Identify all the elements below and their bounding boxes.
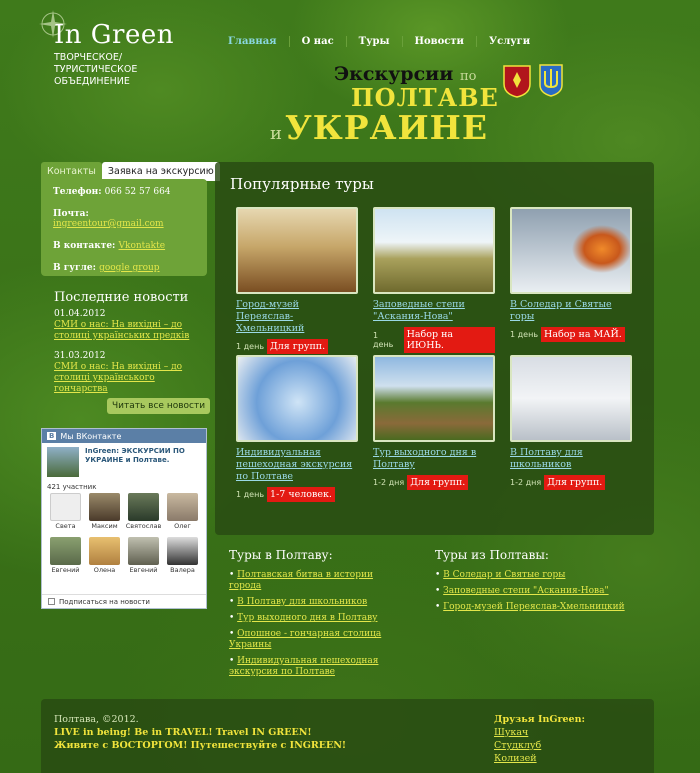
contact-vk: [53, 241, 195, 251]
tour-badge: 1-7 человек.: [267, 487, 335, 502]
vk-subscribe[interactable]: [42, 594, 206, 608]
tour-duration: 1-2 дня: [373, 478, 405, 487]
vk-group[interactable]: [42, 443, 206, 481]
tour-image[interactable]: [510, 355, 632, 442]
vk-member[interactable]: [124, 493, 163, 537]
mail-label: Почта:: [53, 209, 89, 219]
vk-member[interactable]: [85, 493, 124, 537]
tour-title[interactable]: В Соледар и Святые горы: [510, 299, 612, 322]
avatar[interactable]: [128, 537, 159, 565]
list-item: [435, 586, 645, 597]
footer-friends: [494, 713, 585, 765]
poltava-emblem-icon: [502, 64, 532, 98]
nav-services[interactable]: Услуги: [476, 36, 542, 47]
vk-member[interactable]: [163, 493, 202, 537]
tour-title-wrap: [236, 299, 358, 335]
hero-i: и: [270, 123, 283, 144]
tour-meta: [373, 475, 495, 490]
main-nav: [228, 36, 542, 47]
nav-about[interactable]: О нас: [289, 36, 346, 47]
logo-subtitle: ТВОРЧЕСКОЕ/ТУРИСТИЧЕСКОЕ ОБЪЕДИНЕНИЕ: [54, 52, 138, 87]
tours-to-title: Туры в Полтаву:: [229, 548, 333, 562]
vk-subscribe-label[interactable]: Подписаться на новости: [59, 597, 150, 606]
tour-image[interactable]: [236, 207, 358, 294]
contact-google: [53, 263, 195, 273]
logo-title[interactable]: In Green: [54, 20, 174, 50]
vk-link[interactable]: Vkontakte: [118, 241, 166, 251]
tour-title-wrap: [510, 299, 632, 323]
tour-image[interactable]: [373, 355, 495, 442]
tour-duration: 1 день: [510, 330, 539, 339]
popular-title: Популярные туры: [230, 175, 374, 193]
tour-title[interactable]: Индивидуальная пешеходная экскурсия по Полтаве: [236, 447, 353, 482]
vk-member-name: Евгений: [51, 566, 80, 574]
tab-request[interactable]: Заявка на экскурсию: [102, 162, 220, 181]
tours-from-link[interactable]: Заповедные степи "Аскания-Нова": [443, 586, 609, 596]
tours-to-link[interactable]: Полтавская битва в истории города: [229, 570, 373, 591]
vk-member-name: Святослав: [125, 522, 162, 530]
avatar[interactable]: [50, 493, 81, 521]
tour-image[interactable]: [373, 207, 495, 294]
tour-badge: Для групп.: [267, 339, 328, 354]
vk-header-label: Мы ВКонтакте: [60, 431, 122, 441]
vk-member-name: Олег: [174, 522, 191, 530]
contact-phone: [53, 187, 195, 197]
tours-from-link[interactable]: Город-музей Переяслав-Хмельницкий: [443, 602, 625, 612]
tour-badge: Набор на МАЙ.: [541, 327, 625, 342]
news-link[interactable]: СМИ о нас: На вихідні – до столиці українського гончарства: [54, 362, 183, 394]
tour-title-wrap: [373, 447, 495, 471]
tour-badge: Набор на ИЮНЬ.: [404, 327, 495, 353]
tours-to-link[interactable]: Опошное - гончарная столица Украины: [229, 629, 382, 650]
vk-widget: [41, 428, 207, 609]
all-news-button[interactable]: Читать все новости: [107, 398, 210, 414]
tour-title[interactable]: Тур выходного дня в Полтаву: [373, 447, 477, 470]
contacts-panel: [41, 179, 207, 276]
vk-member[interactable]: [46, 537, 85, 581]
tours-from-link[interactable]: В Соледар и Святые горы: [443, 570, 566, 580]
avatar[interactable]: [167, 493, 198, 521]
news-link[interactable]: СМИ о нас: На вихідні – до столиці українських предків: [54, 320, 190, 341]
hero-line-1: [334, 63, 476, 85]
tour-card: [373, 355, 495, 490]
tour-duration: 1 день: [373, 331, 394, 349]
news-item: [54, 351, 204, 395]
tour-meta: [236, 487, 358, 502]
vk-logo-icon: B: [49, 432, 55, 440]
footer-slogan-en: LIVE in being! Be in TRAVEL! Travel IN GREEN!: [54, 727, 312, 738]
vk-member[interactable]: [163, 537, 202, 581]
vk-member-name: Валера: [170, 566, 195, 574]
tour-title[interactable]: Заповедные степи "Аскания-Нова": [373, 299, 465, 322]
tour-meta: [236, 339, 358, 354]
phone-value: 066 52 57 664: [104, 187, 171, 197]
avatar[interactable]: [128, 493, 159, 521]
tour-card: [510, 207, 632, 342]
tours-to-list: [229, 570, 399, 683]
ukraine-trident-icon: [538, 63, 564, 97]
tour-meta: [510, 327, 632, 342]
hero-ukraine: УКРАИНЕ: [285, 108, 489, 147]
tour-card: [510, 355, 632, 490]
tour-image[interactable]: [510, 207, 632, 294]
tab-contacts[interactable]: Контакты: [41, 162, 102, 181]
tour-title-wrap: [510, 447, 632, 471]
avatar[interactable]: [89, 537, 120, 565]
tour-duration: 1 день: [236, 342, 265, 351]
phone-label: Телефон:: [53, 187, 102, 197]
vk-group-avatar[interactable]: [47, 447, 79, 477]
list-item: [229, 613, 399, 624]
hero-line-2: ПОЛТАВЕ: [351, 83, 499, 112]
vk-member-name: Евгений: [129, 566, 158, 574]
tour-duration: 1 день: [236, 490, 265, 499]
nav-tours[interactable]: Туры: [346, 36, 402, 47]
footer-slogan-ru: Живите с ВОСТОРГОМ! Путешествуйте с INGREEN!: [54, 740, 347, 751]
avatar[interactable]: [89, 493, 120, 521]
list-item: [229, 597, 399, 608]
tours-to-link[interactable]: В Полтаву для школьников: [237, 597, 368, 607]
vk-group-name[interactable]: InGreen: ЭКСКУРСИИ ПО УКРАИНЕ и Полтаве.: [85, 447, 185, 464]
footer-copyright: Полтава, ©2012.: [54, 714, 139, 725]
tour-card: [236, 207, 358, 354]
checkbox-icon[interactable]: [48, 598, 55, 605]
hero-excursions: Экскурсии: [334, 63, 454, 85]
vk-member-count: 421 участник: [47, 483, 97, 491]
tour-title-wrap: [236, 447, 358, 483]
footer-text: [54, 713, 346, 752]
tours-from-list: [435, 570, 645, 618]
tour-meta: [510, 475, 632, 490]
tours-to-link[interactable]: Тур выходного дня в Полтаву: [237, 613, 378, 623]
tours-from-title: Туры из Полтавы:: [435, 548, 549, 562]
hero-po: по: [459, 69, 477, 84]
contact-mail: [53, 209, 195, 229]
news-item: [54, 309, 204, 342]
tour-card: [373, 207, 495, 353]
friend-link[interactable]: Шукач: [494, 727, 529, 738]
vk-member-name: Света: [55, 522, 76, 530]
google-link[interactable]: google group: [99, 263, 160, 273]
list-item: [435, 602, 645, 613]
news-date: 01.04.2012: [54, 309, 106, 319]
list-item: [435, 570, 645, 581]
vk-label: В контакте:: [53, 241, 116, 251]
vk-member[interactable]: [85, 537, 124, 581]
news-list: [54, 309, 204, 404]
tour-title-wrap: [373, 299, 495, 323]
vk-member-name: Максим: [91, 522, 118, 530]
friend-link[interactable]: Колизей: [494, 753, 537, 764]
mail-link[interactable]: ingreentour@gmail.com: [53, 219, 164, 229]
vk-members: [42, 493, 206, 581]
vk-header: [42, 429, 206, 443]
list-item: [229, 570, 399, 592]
vk-member-name: Олена: [93, 566, 116, 574]
friend-link[interactable]: Студклуб: [494, 740, 542, 751]
tour-meta: [373, 327, 495, 353]
friends-title: Друзья InGreen:: [494, 714, 585, 725]
tour-badge: Для групп.: [407, 475, 468, 490]
avatar[interactable]: [167, 537, 198, 565]
google-label: В гугле:: [53, 263, 96, 273]
tour-title[interactable]: В Полтаву для школьников: [510, 447, 583, 470]
tour-card: [236, 355, 358, 502]
tour-image[interactable]: [236, 355, 358, 442]
list-item: [229, 629, 399, 651]
avatar[interactable]: [50, 537, 81, 565]
nav-news[interactable]: Новости: [402, 36, 476, 47]
tour-title[interactable]: Город-музей Переяслав-Хмельницкий: [236, 299, 305, 334]
vk-member[interactable]: [124, 537, 163, 581]
list-item: [229, 656, 399, 678]
news-title: Последние новости: [54, 290, 189, 305]
news-date: 31.03.2012: [54, 351, 106, 361]
vk-member[interactable]: [46, 493, 85, 537]
tours-to-link[interactable]: Индивидуальная пешеходная экскурсия по Полтаве: [229, 656, 379, 677]
hero-line-3: [270, 108, 488, 147]
tour-duration: 1-2 дня: [510, 478, 542, 487]
tour-badge: Для групп.: [544, 475, 605, 490]
nav-home[interactable]: Главная: [228, 36, 277, 47]
